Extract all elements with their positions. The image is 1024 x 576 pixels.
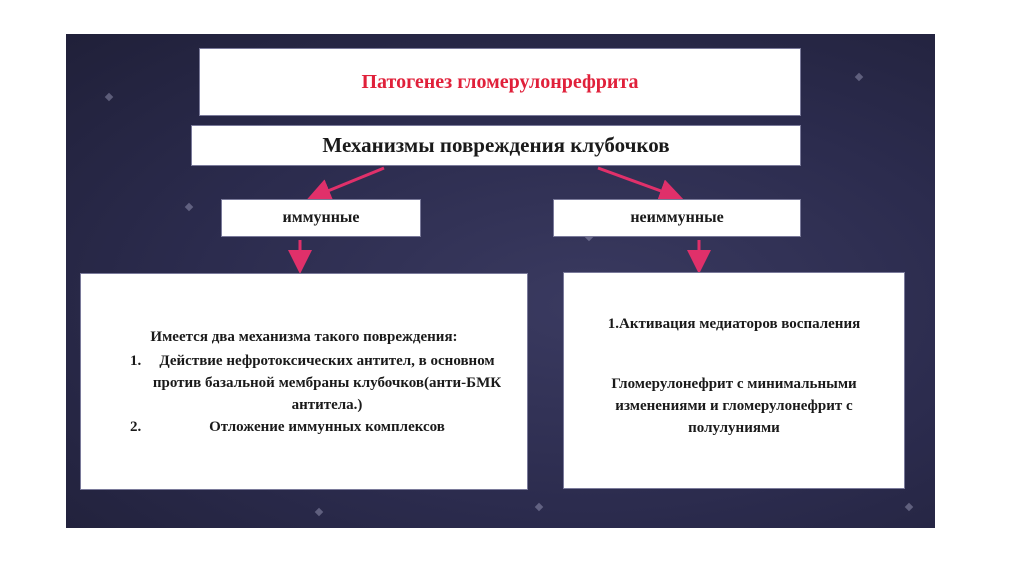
nonimmune-item-2: Гломерулонефрит с минимальными изменениями и гломерулонефрит с полулуниями [611, 376, 857, 436]
list-item: 1. Действие нефротоксических антител, в основном против базальной мембраны клубочков(анти-БМК антитела.) [145, 350, 509, 416]
diagram-title: Патогенез гломерулонрефрита [361, 70, 639, 93]
title-box [199, 48, 801, 116]
nonimmune-label: неиммунные [630, 209, 724, 226]
immune-label: иммунные [282, 209, 360, 226]
decorative-star [105, 93, 113, 101]
mechanisms-heading-box [191, 125, 801, 166]
decorative-star [905, 503, 913, 511]
decorative-star [855, 73, 863, 81]
nonimmune-branch-box [553, 199, 801, 237]
list-item: 2. Отложение иммунных комплексов [145, 416, 509, 438]
immune-description-box [80, 273, 528, 490]
decorative-star [185, 203, 193, 211]
immune-mechanisms-list [99, 350, 509, 438]
immune-intro: Имеется два механизма такого повреждения: [150, 328, 458, 345]
decorative-star [315, 508, 323, 516]
nonimmune-description-box [563, 272, 905, 489]
immune-branch-box [221, 199, 421, 237]
decorative-star [535, 503, 543, 511]
mechanisms-heading: Механизмы повреждения клубочков [322, 133, 670, 157]
nonimmune-item-1: 1.Активация медиаторов воспаления [607, 316, 861, 332]
